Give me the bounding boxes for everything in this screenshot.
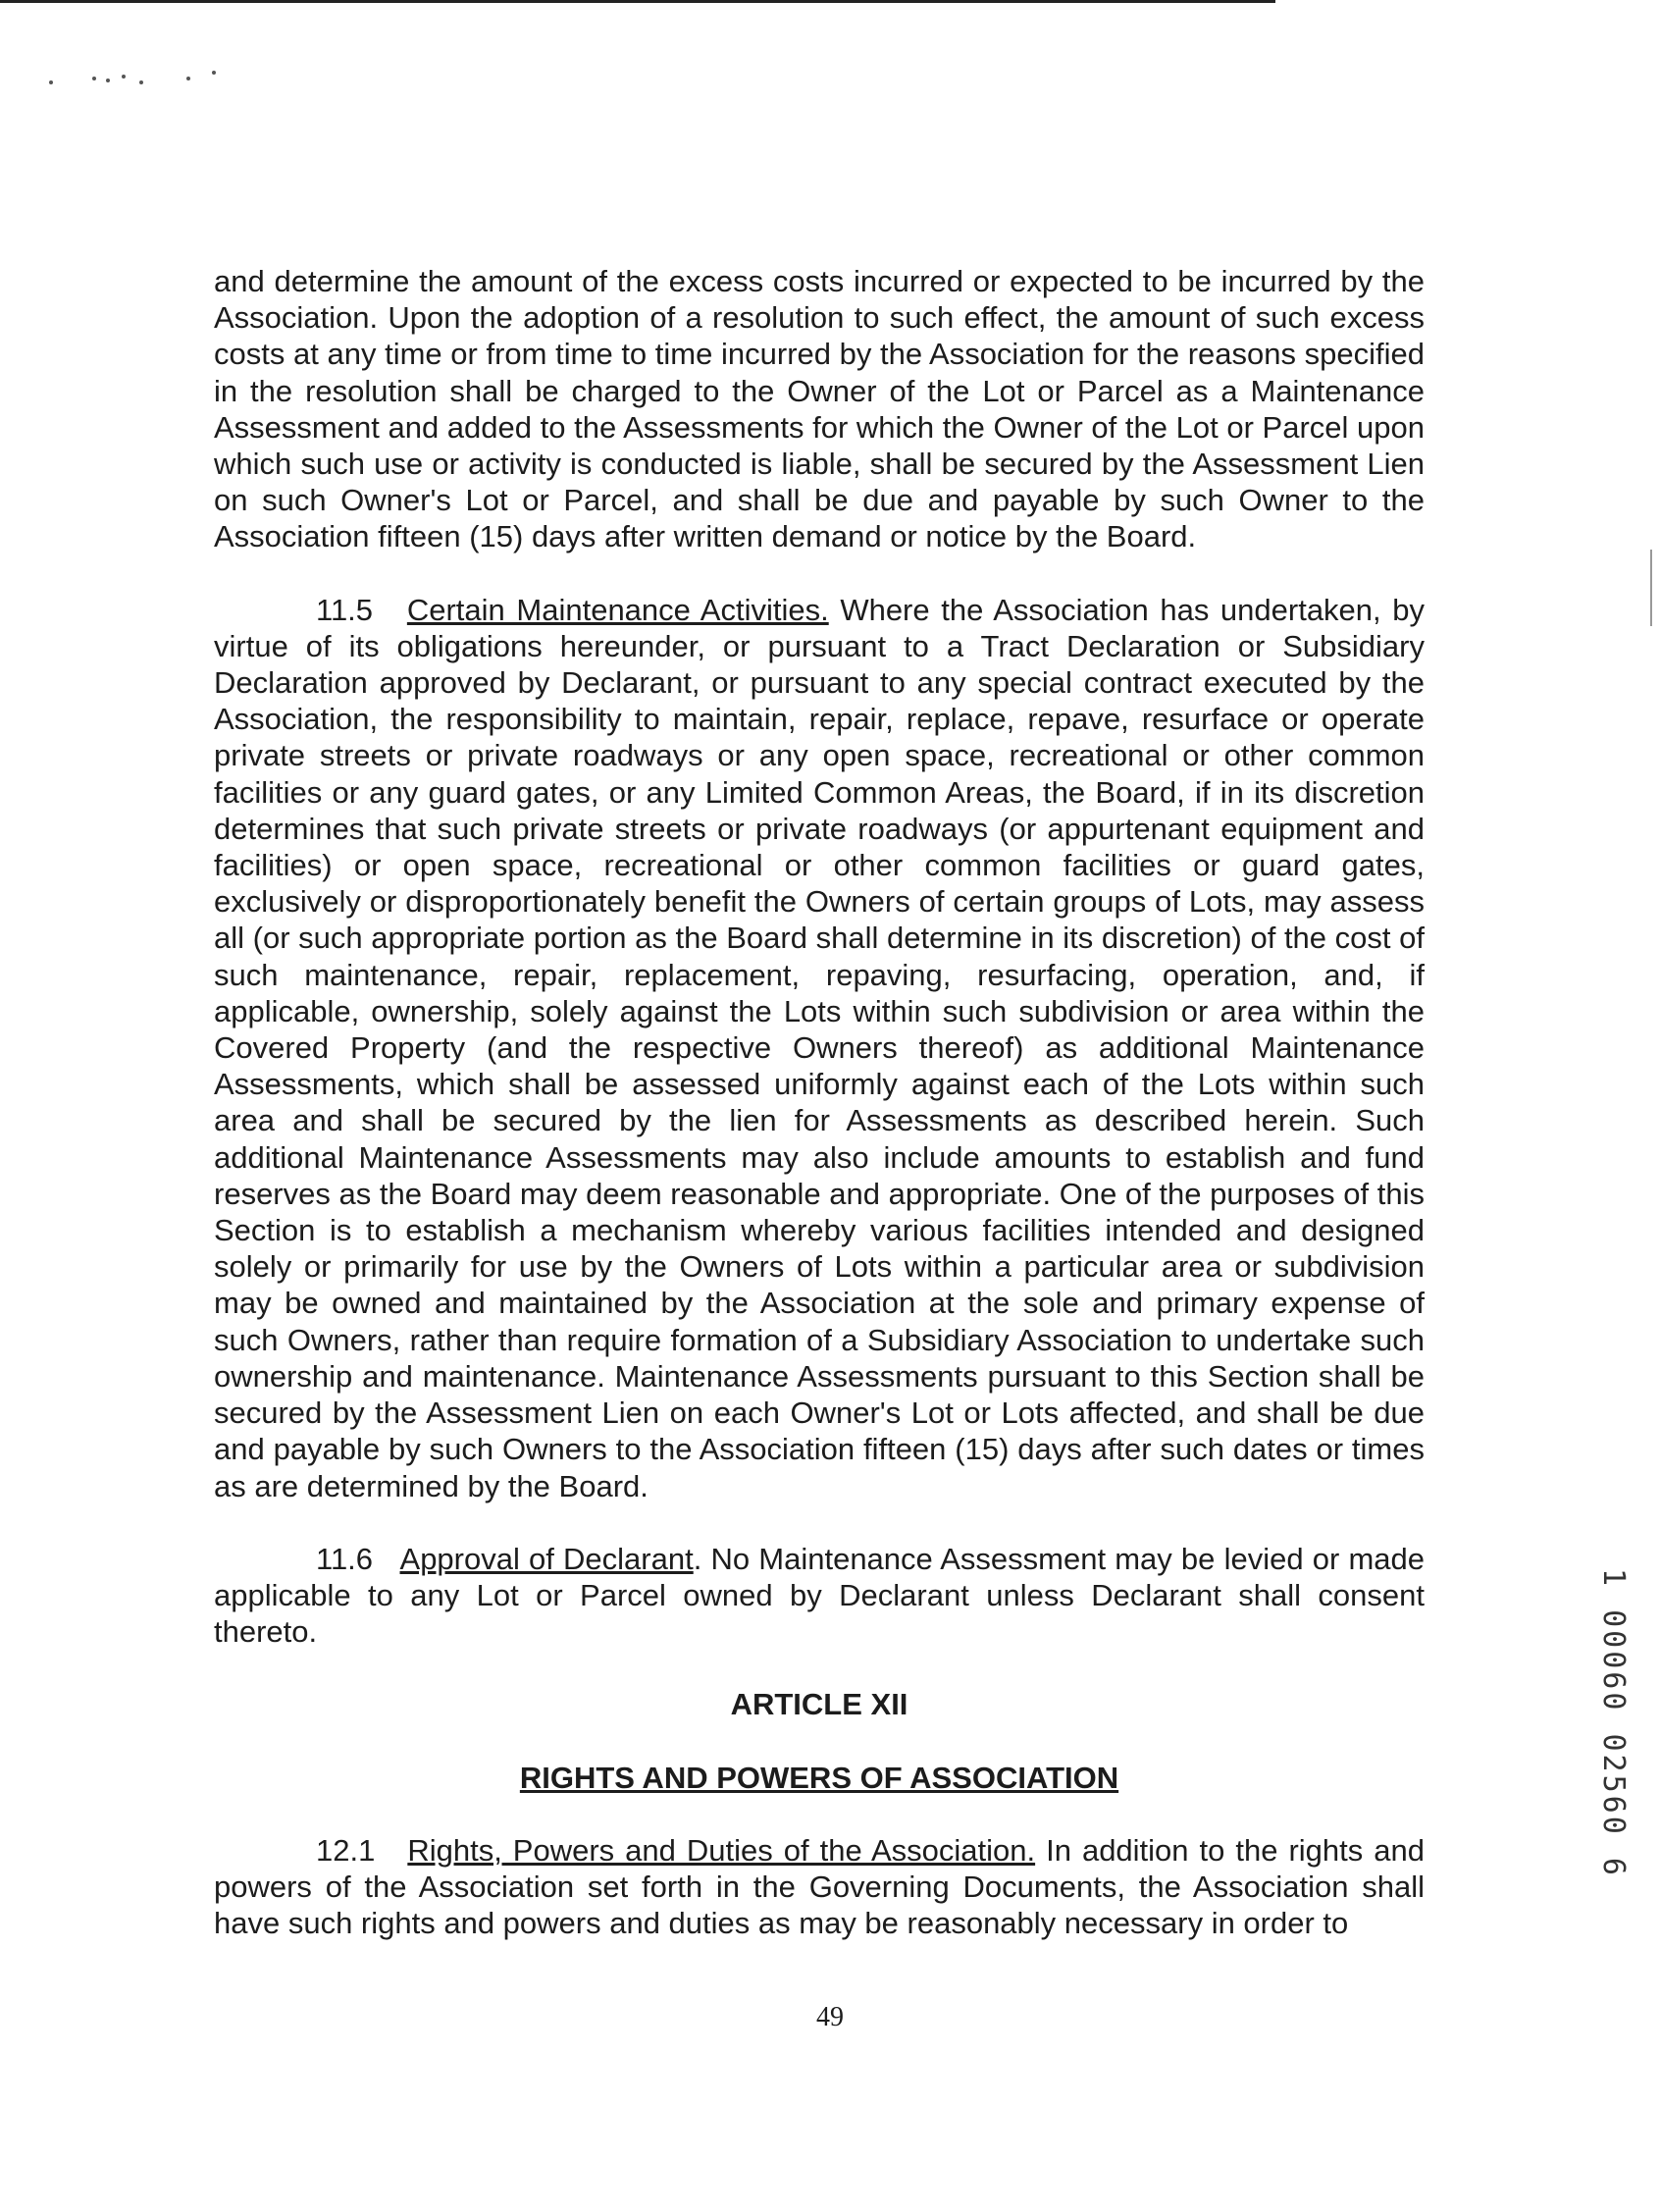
section-title: Certain Maintenance Activities. (406, 592, 829, 627)
paragraph-continuation: and determine the amount of the excess costs incurred or expected to be incurred by the Association. Upon the adoption of a resolution to such effect, the amount of such excess costs at any time or from time to time incurred by the Association for the reasons specified in the resolution shall be charged to the Owner of the Lot or Parcel as a Maintenance Assessment and added to the Assessments for which the Owner of the Lot or Parcel upon which such use or activity is conducted is liable, shall be secured by the Assessment Lien on such Owner's Lot or Parcel, and shall be due and payable by such Owner to the Association fifteen (15) days after written demand or notice by the Board. (214, 264, 1425, 554)
section-11-6 (214, 1541, 1425, 1651)
section-text: Where the Association has undertaken, by virtue of its obligations hereunder, or pursuant to a Tract Declaration or Subsidiary Declaration approved by Declarant, or pursuant to any special contract executed by the Association, the responsibility to maintain, repair, replace, repave, resurface or operate private streets or private roadways or any open space, recreational or other common facilities or any guard gates, or any Limited Common Areas, the Board, if in its discretion determines that such private streets or private roadways (or appurtenant equipment and facilities) or open space, recreational or other common facilities or guard gates, exclusively or disproportionately benefit the Owners of certain groups of Lots, may assess all (or such appropriate portion as the Board shall determine in its discretion) of the cost of such maintenance, repair, replacement, repaving, resurfacing, operation, and, if applicable, ownership, solely against the Lots within such subdivision or area within the Covered Property (and the respective Owners thereof) as additional Maintenance Assessments, which shall be assessed uniformly against each of the Lots within such area and shall be secured by the lien for Assessments as described herein. Such additional Maintenance Assessments may also include amounts to establish and fund reserves as the Board may deem reasonable and appropriate. One of the purposes of this Section is to establish a mechanism whereby various facilities intended and designed solely or primarily for use by the Owners of Lots within a particular area or subdivision may be owned and maintained by the Association at the sole and primary expense of such Owners, rather than require formation of a Subsidiary Association to undertake such ownership and maintenance. Maintenance Assessments pursuant to this Section shall be secured by the Assessment Lien on each Owner's Lot or Lots affected, and shall be due and payable by such Owners to the Association fifteen (15) days after such dates or times as are determined by the Board. (214, 592, 1425, 1503)
scan-speck (186, 77, 190, 80)
section-number: 11.5 (316, 592, 374, 627)
section-title: Approval of Declarant (399, 1541, 694, 1576)
page-number: 49 (816, 2002, 844, 2032)
scan-speck (92, 77, 96, 80)
scan-speck (106, 79, 110, 82)
scan-speck (49, 80, 53, 84)
section-11-5 (214, 592, 1425, 1504)
scan-speck (139, 80, 143, 84)
article-title: RIGHTS AND POWERS OF ASSOCIATION (519, 1760, 1119, 1795)
section-number: 12.1 (316, 1832, 376, 1868)
recording-number-stamp: 1 00060 02560 6 (1596, 1568, 1631, 1878)
scan-speck (212, 71, 216, 75)
scan-speck (122, 75, 126, 79)
article-heading: ARTICLE XII (730, 1687, 908, 1722)
document-body (214, 263, 1425, 1941)
section-12-1 (214, 1832, 1425, 1942)
scan-margin-mark (1650, 550, 1652, 626)
section-title: Rights, Powers and Duties of the Association. (407, 1832, 1036, 1868)
scan-top-edge (0, 0, 1275, 3)
section-number: 11.6 (316, 1541, 374, 1576)
section-text: . No Maintenance Assessment may be levied or made applicable to any Lot or Parcel owned by Declarant unless Declarant shall consent thereto. (214, 1541, 1425, 1650)
section-text: In addition to the rights and powers of the Association set forth in the Governing Documents, the Association shall have such rights and powers and duties as may be reasonably necessary in order to (214, 1832, 1425, 1941)
